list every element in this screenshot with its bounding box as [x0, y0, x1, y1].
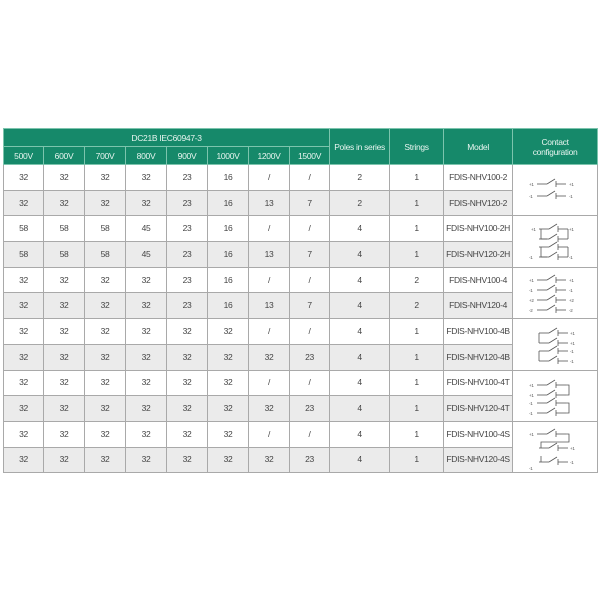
svg-text:+2: +2: [569, 297, 574, 303]
svg-text:-1: -1: [529, 254, 533, 260]
contact-config-cell: [513, 216, 598, 267]
rating-cell-500v: 32: [4, 190, 44, 216]
rating-cell-600v: 32: [44, 344, 85, 370]
rating-cell-600v: 32: [44, 165, 85, 191]
rating-cell-1000v: 32: [208, 319, 249, 345]
poles-cell: 4: [330, 267, 390, 293]
rating-cell-600v: 32: [44, 319, 85, 345]
strings-cell: 1: [390, 242, 444, 268]
svg-text:-1: -1: [529, 410, 533, 416]
rating-cell-900v: 23: [167, 190, 208, 216]
rating-cell-1500v: 7: [290, 242, 330, 268]
rating-cell-900v: 32: [167, 447, 208, 473]
rating-cell-1500v: /: [290, 319, 330, 345]
svg-text:+1: +1: [529, 277, 534, 283]
voltage-header: 500V: [4, 147, 44, 165]
four-pole-two-string-switch-icon: [525, 268, 585, 318]
rating-cell-900v: 23: [167, 216, 208, 242]
voltage-header: 900V: [167, 147, 208, 165]
svg-text:+1: +1: [531, 226, 536, 232]
rating-cell-500v: 58: [4, 216, 44, 242]
model-header: Model: [444, 129, 513, 165]
svg-text:-1: -1: [570, 359, 574, 365]
rating-cell-1000v: 16: [208, 267, 249, 293]
four-pole-t-config-switch-icon: [525, 371, 585, 421]
rating-cell-700v: 32: [85, 190, 126, 216]
poles-cell: 4: [330, 216, 390, 242]
rating-cell-1200v: /: [249, 216, 290, 242]
rating-cell-600v: 32: [44, 421, 85, 447]
rating-cell-1500v: 23: [290, 447, 330, 473]
contact-config-cell: [513, 267, 598, 318]
svg-text:-1: -1: [529, 466, 533, 472]
svg-text:+1: +1: [529, 392, 534, 398]
rating-cell-800v: 32: [126, 370, 167, 396]
svg-text:-1: -1: [569, 254, 573, 260]
voltage-header: 600V: [44, 147, 85, 165]
svg-text:-1: -1: [529, 287, 533, 293]
strings-cell: 1: [390, 447, 444, 473]
rating-cell-500v: 32: [4, 421, 44, 447]
four-pole-b-config-switch-icon: [525, 319, 585, 369]
rating-cell-700v: 32: [85, 267, 126, 293]
table-row: [4, 242, 598, 268]
svg-text:+1: +1: [570, 446, 575, 452]
rating-cell-700v: 58: [85, 242, 126, 268]
svg-text:-1: -1: [570, 460, 574, 466]
rating-cell-800v: 45: [126, 216, 167, 242]
svg-text:+2: +2: [529, 297, 534, 303]
rating-cell-1500v: /: [290, 216, 330, 242]
poles-cell: 4: [330, 242, 390, 268]
rating-cell-800v: 32: [126, 165, 167, 191]
model-cell: FDIS-NHV120-4B: [444, 344, 513, 370]
poles-cell: 4: [330, 396, 390, 422]
rating-cell-500v: 32: [4, 267, 44, 293]
poles-cell: 2: [330, 190, 390, 216]
rating-cell-600v: 32: [44, 267, 85, 293]
rating-cell-1500v: /: [290, 370, 330, 396]
table-row: [4, 396, 598, 422]
four-pole-s-config-switch-icon: [525, 422, 585, 472]
contact-config-cell: [513, 370, 598, 421]
rating-cell-500v: 32: [4, 293, 44, 319]
rating-cell-900v: 23: [167, 293, 208, 319]
strings-cell: 1: [390, 165, 444, 191]
voltage-header: 1200V: [249, 147, 290, 165]
rating-cell-800v: 32: [126, 396, 167, 422]
contact-config-cell: [513, 421, 598, 472]
table-row: [4, 447, 598, 473]
dc21b-group-header: DC21B IEC60947-3: [4, 129, 330, 147]
rating-cell-900v: 32: [167, 370, 208, 396]
rating-cell-600v: 32: [44, 293, 85, 319]
model-cell: FDIS-NHV100-4S: [444, 421, 513, 447]
rating-cell-700v: 32: [85, 421, 126, 447]
rating-cell-700v: 32: [85, 319, 126, 345]
rating-cell-700v: 32: [85, 396, 126, 422]
model-cell: FDIS-NHV120-4: [444, 293, 513, 319]
rating-cell-1000v: 16: [208, 190, 249, 216]
two-pole-series-switch-icon: [525, 165, 585, 215]
model-cell: FDIS-NHV120-2: [444, 190, 513, 216]
rating-cell-700v: 32: [85, 293, 126, 319]
rating-cell-700v: 32: [85, 344, 126, 370]
rating-cell-1200v: /: [249, 267, 290, 293]
rating-cell-1200v: /: [249, 165, 290, 191]
rating-cell-800v: 32: [126, 319, 167, 345]
rating-cell-500v: 58: [4, 242, 44, 268]
poles-cell: 4: [330, 293, 390, 319]
rating-cell-1500v: 7: [290, 190, 330, 216]
contact-header-line2: configuration: [532, 146, 578, 157]
strings-cell: 2: [390, 293, 444, 319]
svg-text:+1: +1: [569, 226, 574, 232]
strings-cell: 1: [390, 421, 444, 447]
rating-cell-1000v: 16: [208, 293, 249, 319]
model-cell: FDIS-NHV120-2H: [444, 242, 513, 268]
poles-cell: 4: [330, 370, 390, 396]
rating-cell-800v: 45: [126, 242, 167, 268]
specification-table: [3, 128, 598, 473]
model-cell: FDIS-NHV100-2H: [444, 216, 513, 242]
svg-text:+1: +1: [529, 432, 534, 438]
rating-cell-1500v: 23: [290, 344, 330, 370]
rating-cell-900v: 32: [167, 319, 208, 345]
rating-cell-800v: 32: [126, 447, 167, 473]
svg-text:-1: -1: [569, 287, 573, 293]
voltage-header: 800V: [126, 147, 167, 165]
model-cell: FDIS-NHV120-4S: [444, 447, 513, 473]
svg-text:-1: -1: [529, 194, 533, 200]
svg-text:-2: -2: [529, 307, 533, 313]
rating-cell-500v: 32: [4, 165, 44, 191]
table-body: [4, 165, 598, 473]
svg-text:+1: +1: [569, 277, 574, 283]
rating-cell-900v: 23: [167, 242, 208, 268]
contact-header-line1: Contact: [541, 136, 569, 147]
strings-cell: 2: [390, 267, 444, 293]
rating-cell-800v: 32: [126, 344, 167, 370]
rating-cell-600v: 32: [44, 396, 85, 422]
rating-cell-1000v: 16: [208, 242, 249, 268]
table-row: [4, 344, 598, 370]
rating-cell-600v: 32: [44, 370, 85, 396]
poles-cell: 4: [330, 421, 390, 447]
poles-cell: 4: [330, 319, 390, 345]
rating-cell-1000v: 32: [208, 344, 249, 370]
rating-cell-1000v: 32: [208, 396, 249, 422]
svg-text:+1: +1: [570, 341, 575, 347]
rating-cell-800v: 32: [126, 267, 167, 293]
rating-cell-1000v: 32: [208, 421, 249, 447]
rating-cell-1500v: /: [290, 267, 330, 293]
rating-cell-1200v: 32: [249, 344, 290, 370]
voltage-header: 1500V: [290, 147, 330, 165]
table-row: [4, 216, 598, 242]
rating-cell-1200v: 13: [249, 190, 290, 216]
rating-cell-1200v: /: [249, 370, 290, 396]
contact-config-cell: [513, 319, 598, 370]
strings-cell: 1: [390, 216, 444, 242]
model-cell: FDIS-NHV120-4T: [444, 396, 513, 422]
rating-cell-500v: 32: [4, 396, 44, 422]
rating-cell-700v: 32: [85, 447, 126, 473]
table-row: [4, 165, 598, 191]
rating-cell-600v: 58: [44, 216, 85, 242]
rating-cell-1200v: 13: [249, 293, 290, 319]
svg-text:-1: -1: [569, 194, 573, 200]
model-cell: FDIS-NHV100-4T: [444, 370, 513, 396]
rating-cell-1500v: 23: [290, 396, 330, 422]
rating-cell-700v: 58: [85, 216, 126, 242]
voltage-header: 700V: [85, 147, 126, 165]
rating-cell-900v: 32: [167, 344, 208, 370]
rating-cell-1200v: 32: [249, 447, 290, 473]
svg-text:+1: +1: [569, 182, 574, 188]
table-row: [4, 319, 598, 345]
rating-cell-500v: 32: [4, 319, 44, 345]
svg-text:+1: +1: [529, 382, 534, 388]
strings-cell: 1: [390, 319, 444, 345]
table-row: [4, 267, 598, 293]
rating-cell-1000v: 32: [208, 370, 249, 396]
svg-text:-1: -1: [529, 400, 533, 406]
rating-cell-800v: 32: [126, 421, 167, 447]
rating-cell-1000v: 32: [208, 447, 249, 473]
rating-cell-600v: 58: [44, 242, 85, 268]
poles-header: Poles in series: [330, 129, 390, 165]
table-row: [4, 370, 598, 396]
strings-cell: 1: [390, 396, 444, 422]
strings-cell: 1: [390, 344, 444, 370]
rating-cell-700v: 32: [85, 370, 126, 396]
table-row: [4, 421, 598, 447]
svg-text:-1: -1: [570, 349, 574, 355]
rating-cell-1500v: /: [290, 421, 330, 447]
rating-cell-900v: 23: [167, 267, 208, 293]
rating-cell-1200v: /: [249, 421, 290, 447]
model-cell: FDIS-NHV100-4B: [444, 319, 513, 345]
rating-cell-900v: 23: [167, 165, 208, 191]
voltage-header: 1000V: [208, 147, 249, 165]
rating-cell-1000v: 16: [208, 216, 249, 242]
rating-cell-500v: 32: [4, 370, 44, 396]
model-cell: FDIS-NHV100-2: [444, 165, 513, 191]
rating-cell-800v: 32: [126, 293, 167, 319]
rating-cell-1000v: 16: [208, 165, 249, 191]
rating-cell-700v: 32: [85, 165, 126, 191]
rating-cell-800v: 32: [126, 190, 167, 216]
rating-cell-1200v: 13: [249, 242, 290, 268]
rating-cell-1200v: /: [249, 319, 290, 345]
rating-cell-1500v: 7: [290, 293, 330, 319]
table-row: [4, 190, 598, 216]
contact-config-cell: [513, 165, 598, 216]
svg-text:+1: +1: [529, 182, 534, 188]
strings-header: Strings: [390, 129, 444, 165]
rating-cell-600v: 32: [44, 447, 85, 473]
strings-cell: 1: [390, 370, 444, 396]
rating-cell-600v: 32: [44, 190, 85, 216]
svg-text:+1: +1: [570, 331, 575, 337]
poles-cell: 4: [330, 447, 390, 473]
table-row: [4, 293, 598, 319]
poles-cell: 2: [330, 165, 390, 191]
rating-cell-900v: 32: [167, 396, 208, 422]
rating-cell-500v: 32: [4, 447, 44, 473]
strings-cell: 1: [390, 190, 444, 216]
rating-cell-1500v: /: [290, 165, 330, 191]
rating-cell-500v: 32: [4, 344, 44, 370]
svg-text:-2: -2: [569, 307, 573, 313]
poles-cell: 4: [330, 344, 390, 370]
model-cell: FDIS-NHV100-4: [444, 267, 513, 293]
rating-cell-1200v: 32: [249, 396, 290, 422]
rating-cell-900v: 32: [167, 421, 208, 447]
contact-config-header: [513, 129, 598, 165]
two-pole-h-bridge-switch-icon: [525, 217, 585, 267]
